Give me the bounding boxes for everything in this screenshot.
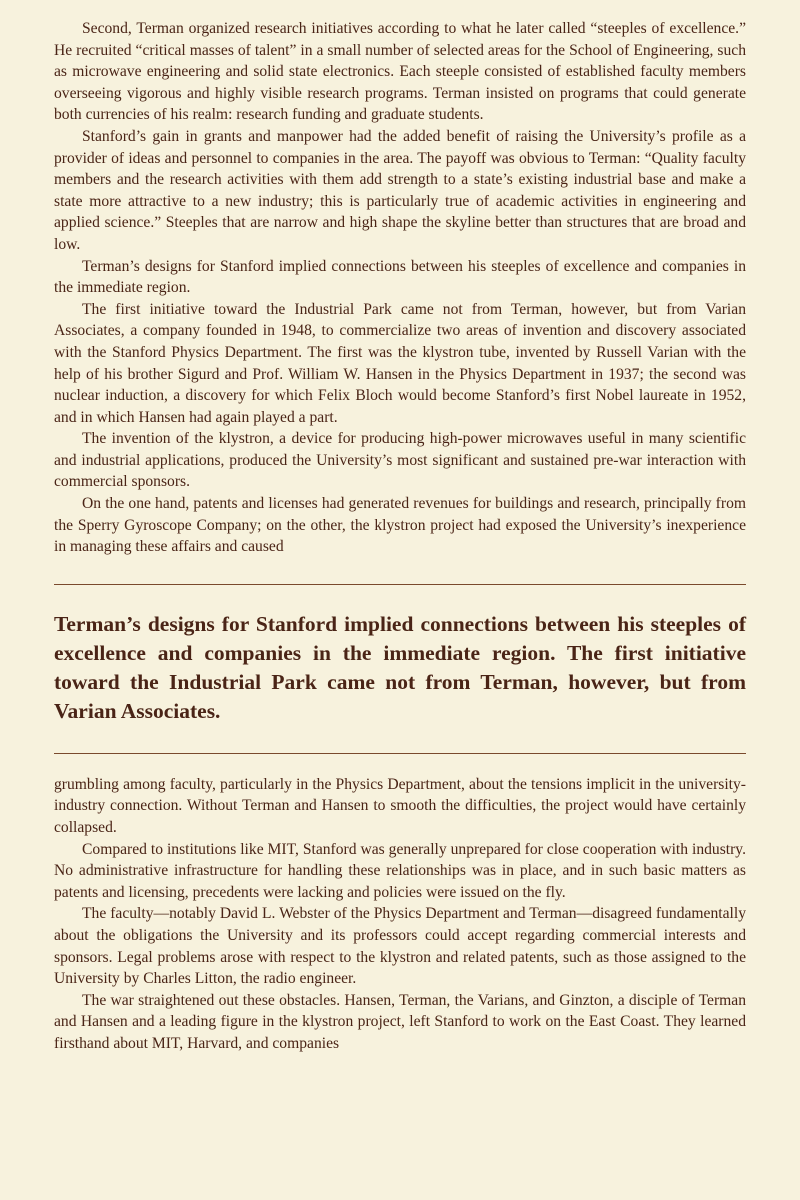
paragraph: On the one hand, patents and licenses had generated revenues for buildings and research, principally from the Sperry Gyroscope Company; on the other, the klystron project had exposed the University’s inexperience in managing these affairs and caused	[54, 495, 746, 556]
paragraph: The first initiative toward the Industrial Park came not from Terman, however, but from Varian Associates, a company founded in 1948, to commercialize two areas of invention and discovery associated with the Stanford Physics Department. The first was the klystron tube, invented by Russell Varian with the help of his brother Sigurd and Prof. William W. Hansen in the Physics Department in 1937; the second was nuclear induction, a discovery for which Felix Bloch would become Stanford’s first Nobel laureate in 1952, and in which Hansen had again played a part.	[54, 300, 746, 426]
paragraph: Compared to institutions like MIT, Stanford was generally unprepared for close cooperation with industry. No administrative infrastructure for handling these relationships was in place, and in such basic matters as patents and licensing, precedents were lacking and policies were issued on the fly.	[54, 840, 746, 901]
paragraph: The invention of the klystron, a device for producing high-power microwaves useful in many scientific and industrial applications, produced the University’s most significant and sustained pre-war interaction with commercial sponsors.	[54, 430, 746, 491]
pull-quote: Terman’s designs for Stanford implied connections between his steeples of excellence and companies in the immediate region. The first initiative toward the Industrial Park came not from Terman, however, but from Varian Associates.	[54, 611, 746, 723]
pullquote-bottom-rule	[54, 753, 746, 754]
pullquote-top-rule	[54, 584, 746, 585]
paragraph: The war straightened out these obstacles. Hansen, Terman, the Varians, and Ginzton, a disciple of Terman and Hansen and a leading figure in the klystron project, left Stanford to work on the East Coast. They learned firsthand about MIT, Harvard, and companies	[54, 991, 746, 1052]
paragraph: grumbling among faculty, particularly in the Physics Department, about the tensions implicit in the university-industry connection. Without Terman and Hansen to smooth the difficulties, the project would have certainly collapsed.	[54, 775, 746, 837]
paragraph: Second, Terman organized research initiatives according to what he later called “steeples of excellence.” He recruited “critical masses of talent” in a small number of selected areas for the School of Engineering, such as microwave engineering and solid state electronics. Each steeple consisted of established faculty members overseeing vigorous and highly visible research programs. Terman insisted on programs that could generate both currencies of his realm: research funding and graduate students.	[54, 20, 746, 124]
paragraph: The faculty—notably David L. Webster of the Physics Department and Terman—disagreed fundamentally about the obligations the University and its professors could accept regarding commercial interests and sponsors. Legal problems arose with respect to the klystron and related patents, such as those assigned to the University by Charles Litton, the radio engineer.	[54, 905, 746, 988]
paragraph: Stanford’s gain in grants and manpower had the added benefit of raising the University’s profile as a provider of ideas and personnel to companies in the area. The payoff was obvious to Terman: “Quality faculty members and the research activities with them add strength to a state’s existing industrial base and make a state more attractive to a new industry; this is particularly true of academic activities in engineering and applied science.” Steeples that are narrow and high shape the skyline better than structures that are broad and low.	[54, 127, 746, 253]
paragraph: Terman’s designs for Stanford implied connections between his steeples of excellence and companies in the immediate region.	[54, 257, 746, 297]
lower-text-section	[54, 774, 746, 1055]
upper-text-section	[54, 18, 746, 558]
